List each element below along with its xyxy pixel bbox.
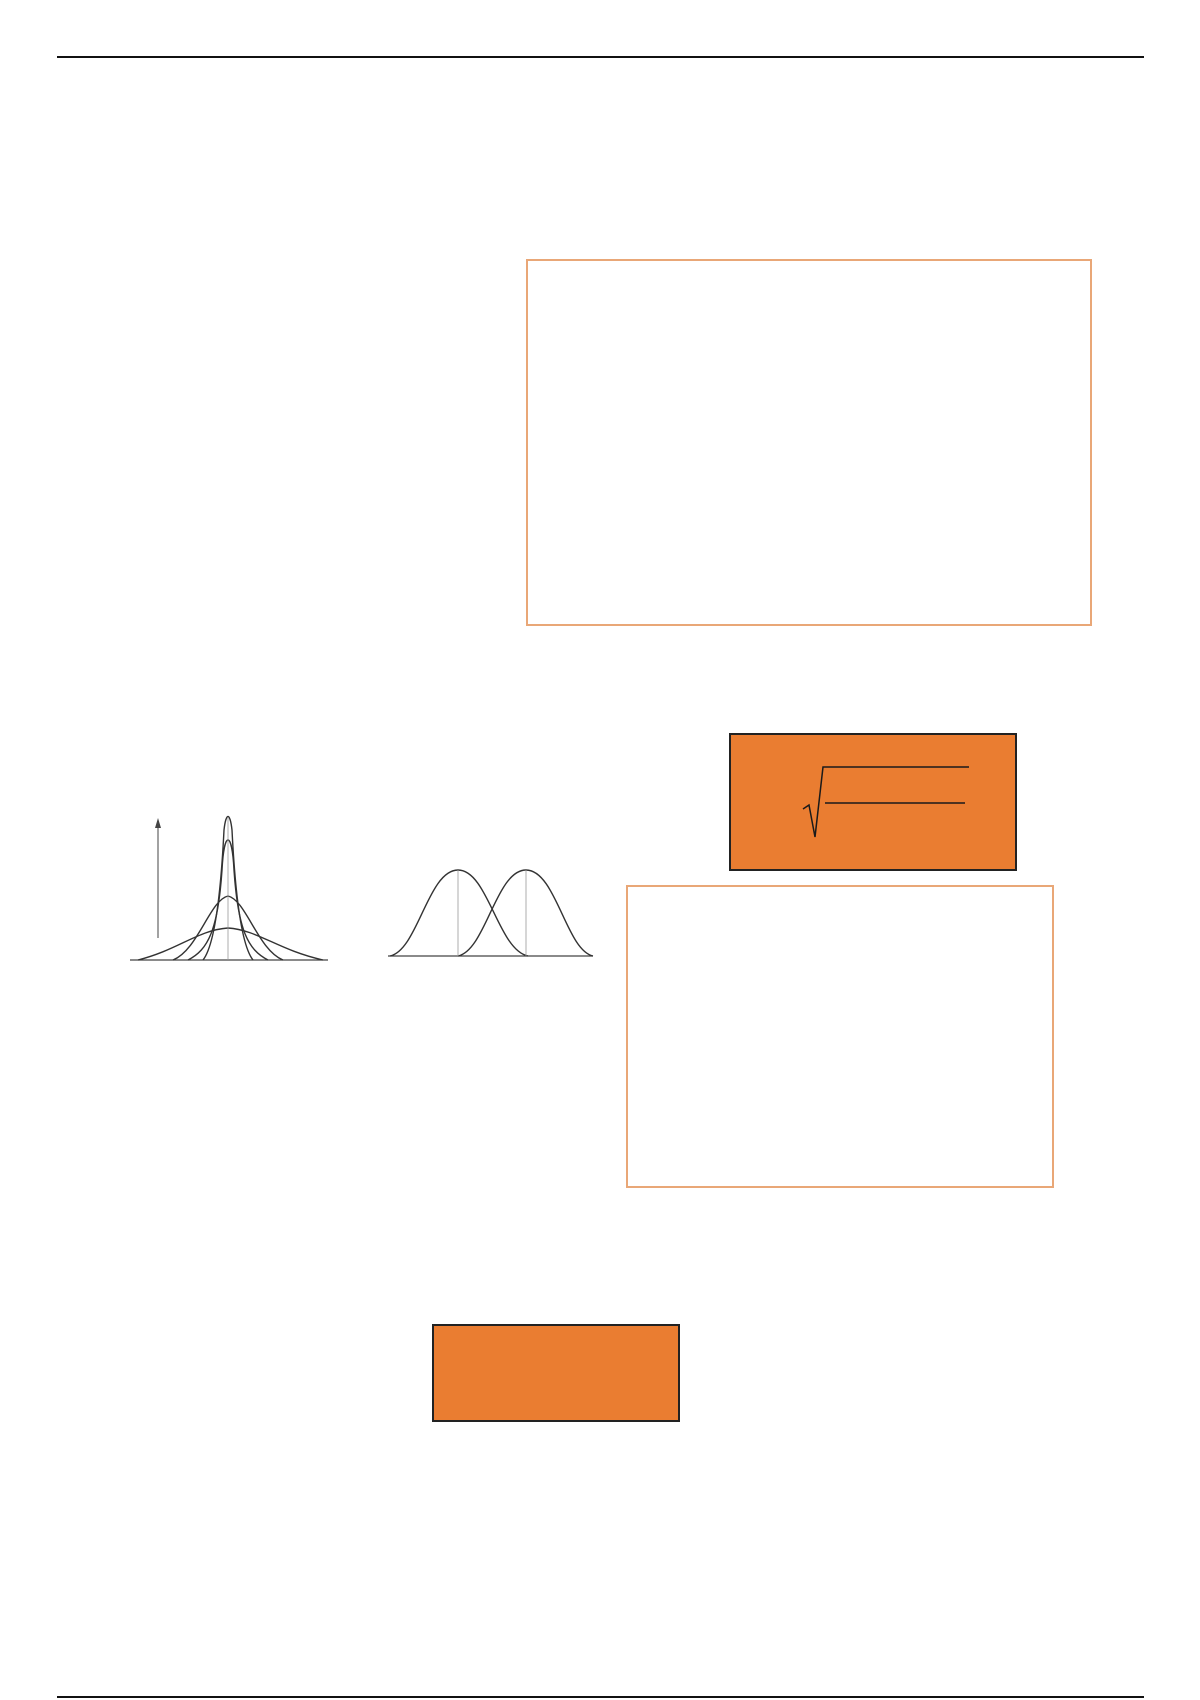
top-rule <box>57 56 1144 58</box>
rainfall-chart <box>714 1270 1126 1600</box>
mean-block <box>143 353 483 398</box>
sd-chart-frame <box>626 885 1054 1188</box>
bottom-rule <box>57 1696 1144 1698</box>
sd-chart <box>628 887 1052 1186</box>
normal-curves-figure <box>118 810 598 980</box>
cv-formula-box <box>432 1324 680 1422</box>
body-mass-chart-frame <box>526 259 1092 626</box>
body-mass-chart <box>528 261 1090 624</box>
sd-formula-box <box>729 733 1017 871</box>
sd-formula <box>773 757 973 847</box>
